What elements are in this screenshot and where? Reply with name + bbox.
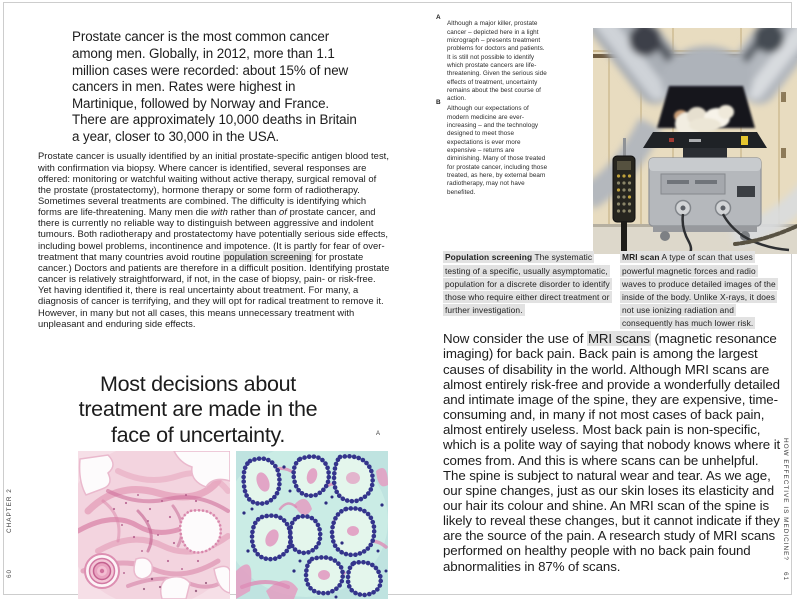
margin-chapter-title: HOW EFFECTIVE IS MEDICINE? xyxy=(782,438,789,561)
glossary-term: MRI scan xyxy=(622,252,660,263)
glossary-entry-population-screening xyxy=(443,251,611,317)
pull-quote: Most decisions about treatment are made in the face of uncertainty. xyxy=(78,371,318,447)
annotation-a-text: Although a major killer, prostate cancer – depicted here in a light micrograph – presents treatment problems for doctors and patients. It is still not possible to identify which prostate cancers are life-threatening. Given the serious side effects of treatment, uncertainty remains about the best course of action. xyxy=(447,20,547,103)
figure-label-a: A xyxy=(376,431,381,437)
text-segment: for prostate cancer.) Doctors and patients are therefore in a difficult position. Identifying prostate cancer is relatively straightforward, if not, in the case of biopsy, pain- or risk-free. Yet having identified it, there is real uncertainty about treatment. For many, a diagnosis of cancer is terrifying, and they will opt for radical treatment to remove it. However, in many but not all cases, this means unnecessary treatment with unpleasant and enduring side effects. xyxy=(38,250,390,329)
radiotherapy-photo-image xyxy=(593,28,797,254)
micrograph-pink-image xyxy=(78,451,230,599)
glossary-highlight xyxy=(620,251,778,329)
text-segment: rather than xyxy=(227,206,280,218)
text-segment: population screening xyxy=(224,250,312,262)
left-body-paragraph xyxy=(38,150,390,329)
text-segment: Now consider the use of xyxy=(443,331,587,347)
glossary-entry-mri-scan xyxy=(620,251,780,330)
page-number-left: 60 xyxy=(6,568,13,578)
radiotherapy-photo xyxy=(593,28,797,254)
glossary-definition: The systematic testing of a specific, usually asymptomatic, population for a discrete disorder to identify those who require either direct treatment or further investigation. xyxy=(445,252,610,316)
glossary-term: Population screening xyxy=(445,252,533,263)
right-body-paragraph xyxy=(443,331,781,574)
annotation-b-text: Although our expectations of modern medicine are ever-increasing – and the technology designed to meet those expectations is ever more expensive – returns are diminishing. Many of those treated for prostate cancer, including those treated, as here, by external beam radiotherapy, may not have benefited. xyxy=(447,105,548,196)
text-segment: with xyxy=(210,206,228,218)
glossary-definition: A type of scan that uses powerful magnetic forces and radio waves to produce detailed images of the inside of the body. Unlike X-rays, it does not use ionizing radiation and consequently has much lower risk. xyxy=(622,252,776,329)
text-segment: prostate cancer, and there is currently no reliable way to distinguish between aggressive and indolent tumours. Both radiotherapy and prostatectomy have potentially serious side effects, including bowel problems, incontinence and impotence. (It is partly for fear of over-treatment that many countries avoid routine xyxy=(38,206,388,262)
margin-chapter-label: CHAPTER 2 xyxy=(6,488,13,533)
histology-micrograph-blue xyxy=(236,451,388,599)
micrograph-blue-image xyxy=(236,451,388,599)
glossary-highlight xyxy=(443,251,612,316)
histology-micrograph-pink xyxy=(78,451,230,599)
annotation-marker-b: B xyxy=(436,99,441,106)
intro-paragraph: Prostate cancer is the most common cancer among men. Globally, in 2012, more than 1.1 million cases were recorded: about 15% of new cancers in men. Rates were highest in Martinique, followed by Norway and France. There are approximately 10,000 deaths in Britain a year, closer to 30,000 in the USA. xyxy=(72,29,357,144)
text-segment: Prostate cancer is usually identified by an initial prostate-specific antigen blood test, with confirmation via biopsy. Where cancer is identified, several responses are offered: monitoring or watchful waiting without active therapy, surgical removal of the prostate (prostatectomy), hormone therapy or some form of radiotherapy. Sometimes several treatments are combined. The difficulty is identifying which forms are life-threatening. Many men die xyxy=(38,150,389,218)
text-segment: (magnetic resonance imaging) for back pain. Back pain is among the largest causes of disability in the world. Although MRI scans are almost entirely risk-free and provide a wonderfully detailed and intimate image of the spine, they are expensive, time-consuming and, in many if not most cases of back pain, almost entirely useless. Most back pain is non-specific, which is a polite way of saying that nobody knows where it comes from. And this is where scans can be unhelpful. The spine is subject to natural wear and tear. As we age, our spine changes, just as our skin loses its elasticity and our hair its colour and shine. An MRI scan of the spine is likely to reveal these changes, but it cannot indicate if they are the source of the pain. A research study of MRI scans performed on healthy people with no back pain found abnormalities in 87% of scans. xyxy=(443,331,781,574)
text-segment: of xyxy=(279,206,287,218)
page-number-right: 61 xyxy=(782,572,789,582)
annotation-marker-a: A xyxy=(436,14,441,21)
text-segment: MRI scans xyxy=(587,331,650,347)
